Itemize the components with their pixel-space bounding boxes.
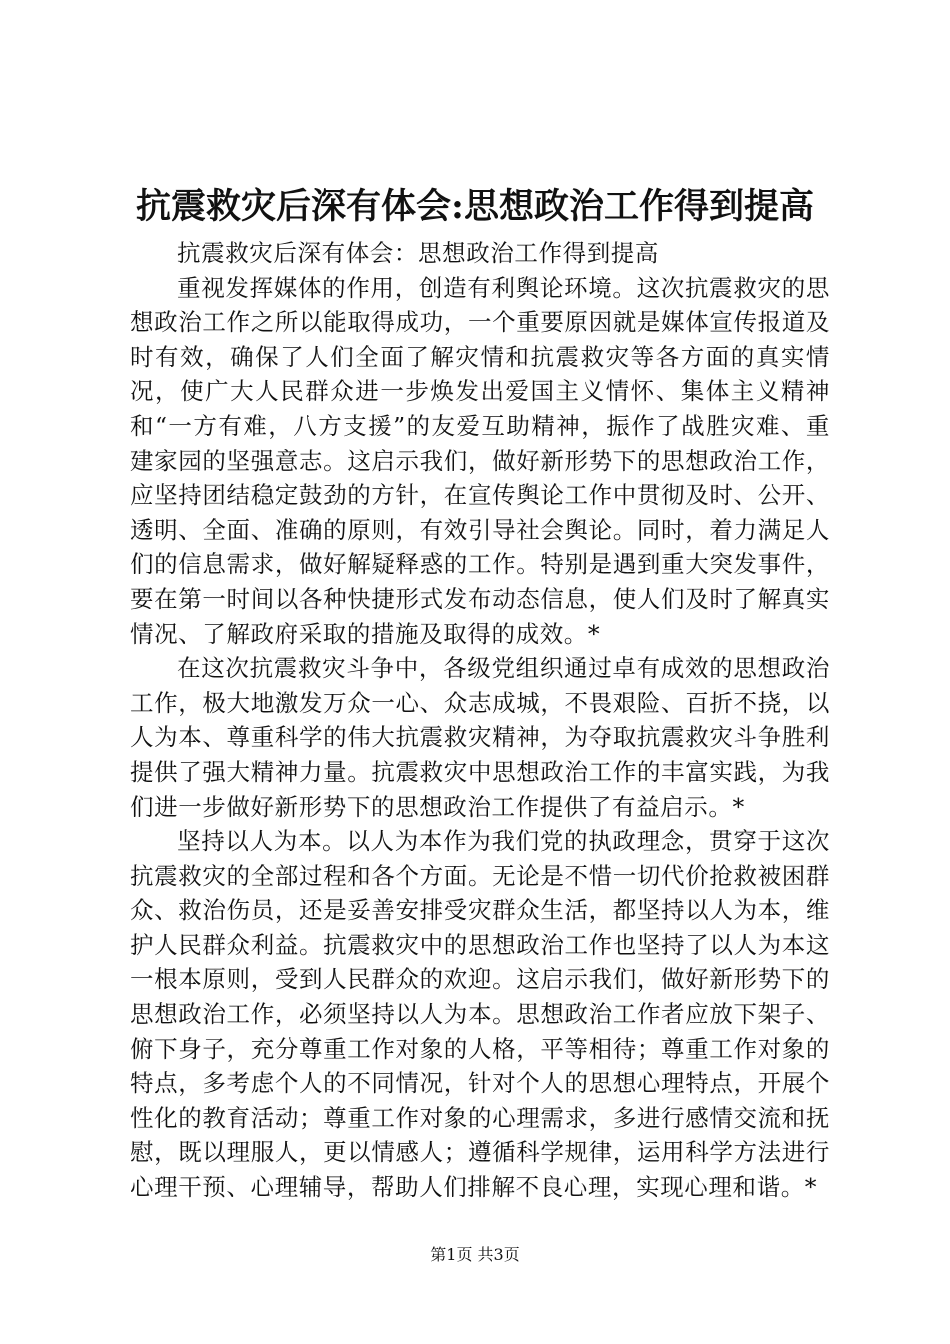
document-title: 抗震救灾后深有体会:思想政治工作得到提高: [136, 186, 814, 227]
document-subtitle: 抗震救灾后深有体会：思想政治工作得到提高: [177, 239, 659, 267]
document-body: [130, 236, 830, 1205]
page-number-footer: 第1页 共3页: [430, 1245, 520, 1264]
paragraph-media: 重视发挥媒体的作用，创造有利舆论环境。这次抗震救灾的思想政治工作之所以能取得成功，一个重要原因就是媒体宣传报道及时有效，确保了人们全面了解灾情和抗震救灾等各方面的真实情况，使广大人民群众进一步焕发出爱国主义情怀、集体主义精神和“一方有难，八方支援”的友爱互助精神，振作了战胜灾难、重建家园的坚强意志。这启示我们，做好新形势下的思想政治工作，应坚持团结稳定鼓劲的方针，在宣传舆论工作中贯彻及时、公开、透明、全面、准确的原则，有效引导社会舆论。同时，着力满足人们的信息需求，做好解疑释惑的工作。特别是遇到重大突发事件，要在第一时间以各种快捷形式发布动态信息，使人们及时了解真实情况、了解政府采取的措施及取得的成效。*: [130, 273, 830, 648]
paragraph-people-first: 坚持以人为本。以人为本作为我们党的执政理念，贯穿于这次抗震救灾的全部过程和各个方面。无论是不惜一切代价抢救被困群众、救治伤员，还是妥善安排受灾群众生活，都坚持以人为本，维护人民群众利益。抗震救灾中的思想政治工作也坚持了以人为本这一根本原则，受到人民群众的欢迎。这启示我们，做好新形势下的思想政治工作，必须坚持以人为本。思想政治工作者应放下架子、俯下身子，充分尊重工作对象的人格，平等相待；尊重工作对象的特点，多考虑个人的不同情况，针对个人的思想心理特点，开展个性化的教育活动；尊重工作对象的心理需求，多进行感情交流和抚慰，既以理服人，更以情感人；遵循科学规律，运用科学方法进行心理干预、心理辅导，帮助人们排解不良心理，实现心理和谐。*: [130, 827, 830, 1202]
paragraph-struggle: 在这次抗震救灾斗争中，各级党组织通过卓有成效的思想政治工作，极大地激发万众一心、众志成城，不畏艰险、百折不挠，以人为本、尊重科学的伟大抗震救灾精神，为夺取抗震救灾斗争胜利提供了强大精神力量。抗震救灾中思想政治工作的丰富实践，为我们进一步做好新形势下的思想政治工作提供了有益启示。*: [130, 654, 830, 821]
